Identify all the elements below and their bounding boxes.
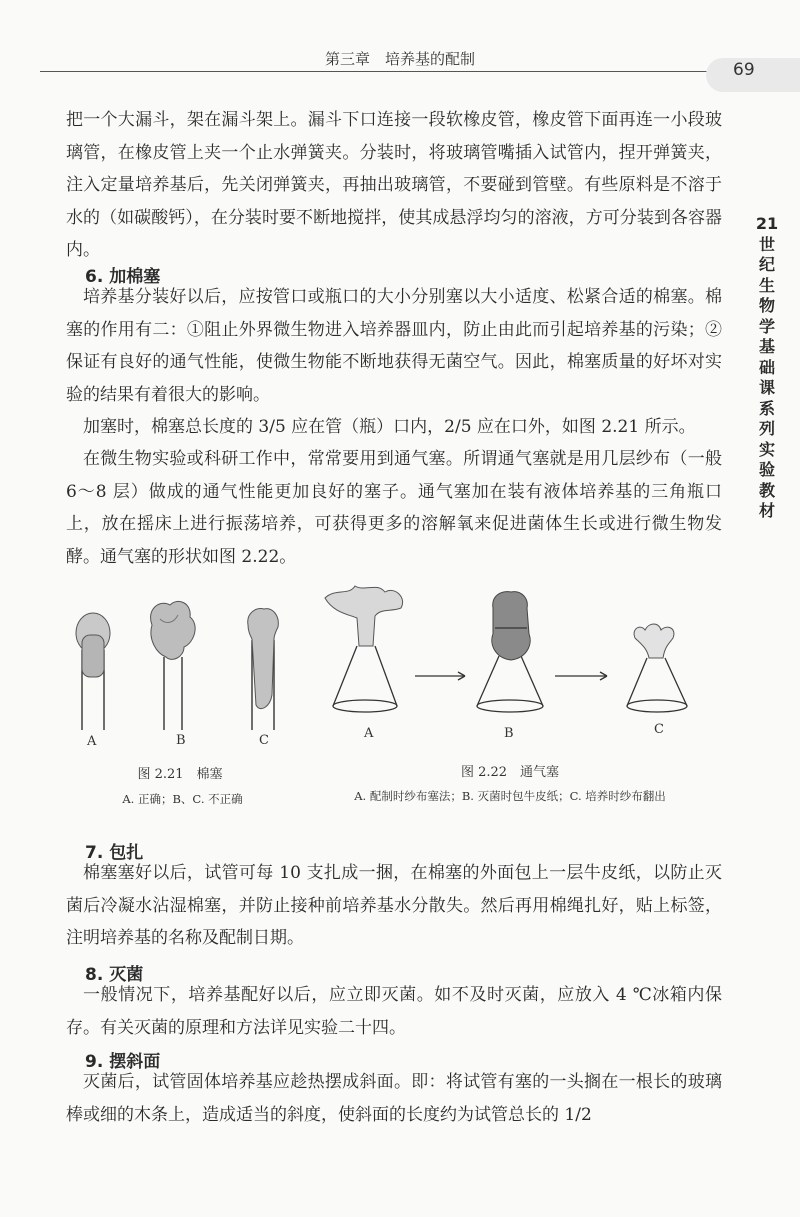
cotton-plug-b [151, 601, 196, 659]
paragraph-sterilization: 一般情况下，培养基配好以后，应立即灭菌。如不及时灭菌，应放入 4 ℃冰箱内保存。有关灭菌的原理和方法详见实验二十四。 [66, 985, 722, 1038]
figure-2-22-illustration [315, 578, 715, 738]
gauze-plug-c [634, 624, 674, 658]
paragraph-cotton-plug: 培养基分装好以后，应按管口或瓶口的大小分别塞以大小适度、松紧合适的棉塞。棉塞的作用有二：①阻止外界微生物进入培养器皿内，防止由此而引起培养基的污染；②保证有良好的通气性能，使微生物能不断地获得无菌空气。因此，棉塞质量的好坏对实验的结果有着很大的影响。 [66, 287, 722, 405]
section-heading-9: 9. 摆斜面 [85, 1052, 161, 1072]
paragraph-vent-plug: 在微生物实验或科研工作中，常常要用到通气塞。所谓通气塞就是用几层纱布（一般 6～8 层）做成的通气性能更加良好的塞子。通气塞加在装有液体培养基的三角瓶口上，放在摇床上进行振荡培养，可获得更多的溶解氧来促进菌体生长或进行微生物发酵。通气塞的形状如图 2.22。 [66, 449, 722, 567]
paragraph-wrapping: 棉塞塞好以后，试管可每 10 支扎成一捆，在棉塞的外面包上一层牛皮纸，以防止灭菌后冷凝水沾湿棉塞，并防止接种前培养基水分散失。然后再用棉绳扎好，贴上标签，注明培养基的名称及配制日期。 [66, 863, 722, 948]
gauze-plug-b [492, 592, 530, 660]
figure-2-21-subcaption: A. 正确；B、C. 不正确 [122, 792, 243, 806]
figure-2-22-label-a: A [364, 726, 374, 741]
series-side-title-text: 21世纪生物学基础课系列实验教材 [755, 214, 779, 520]
figure-2-21-label-b: B [176, 733, 186, 748]
paragraph-slant: 灭菌后，试管固体培养基应趁热摆成斜面。即：将试管有塞的一头搁在一根长的玻璃棒或细的木条上，造成适当的斜度，使斜面的长度约为试管总长的 1/2 [66, 1072, 722, 1125]
paragraph-funnel: 把一个大漏斗，架在漏斗架上。漏斗下口连接一段软橡皮管，橡皮管下面再连一小段玻璃管，在橡皮管上夹一个止水弹簧夹。分装时，将玻璃管嘴插入试管内，捏开弹簧夹，注入定量培养基后，先关闭弹簧夹，再抽出玻璃管，不要碰到管壁。有些原料是不溶于水的（如碳酸钙），在分装时要不断地搅拌，使其成悬浮均匀的溶液，方可分装到各容器内。 [66, 110, 722, 260]
figure-2-22-label-c: C [654, 722, 664, 737]
figure-2-22-label-b: B [504, 726, 514, 741]
header-rule [40, 71, 726, 72]
section-heading-8: 8. 灭菌 [85, 965, 144, 985]
gauze-plug-a [325, 586, 403, 646]
figure-2-21-label-a: A [87, 734, 97, 749]
figure-2-22-caption: 图 2.22 通气塞 [460, 765, 560, 780]
cotton-plug-a [76, 613, 110, 677]
figure-2-21-illustration [60, 595, 300, 735]
page-number: 69 [733, 60, 755, 80]
figure-2-22-subcaption: A. 配制时纱布塞法；B. 灭菌时包牛皮纸；C. 培养时纱布翻出 [354, 789, 666, 803]
figure-2-21-label-c: C [259, 733, 269, 748]
figure-2-21-caption: 图 2.21 棉塞 [137, 767, 223, 782]
paragraph-plug-length: 加塞时，棉塞总长度的 3/5 应在管（瓶）口内，2/5 应在口外，如图 2.21 所示。 [83, 417, 696, 437]
section-heading-7: 7. 包扎 [85, 843, 144, 863]
section-heading-6: 6. 加棉塞 [85, 267, 161, 287]
chapter-title: 第三章 培养基的配制 [324, 50, 475, 68]
series-side-title [755, 214, 779, 522]
